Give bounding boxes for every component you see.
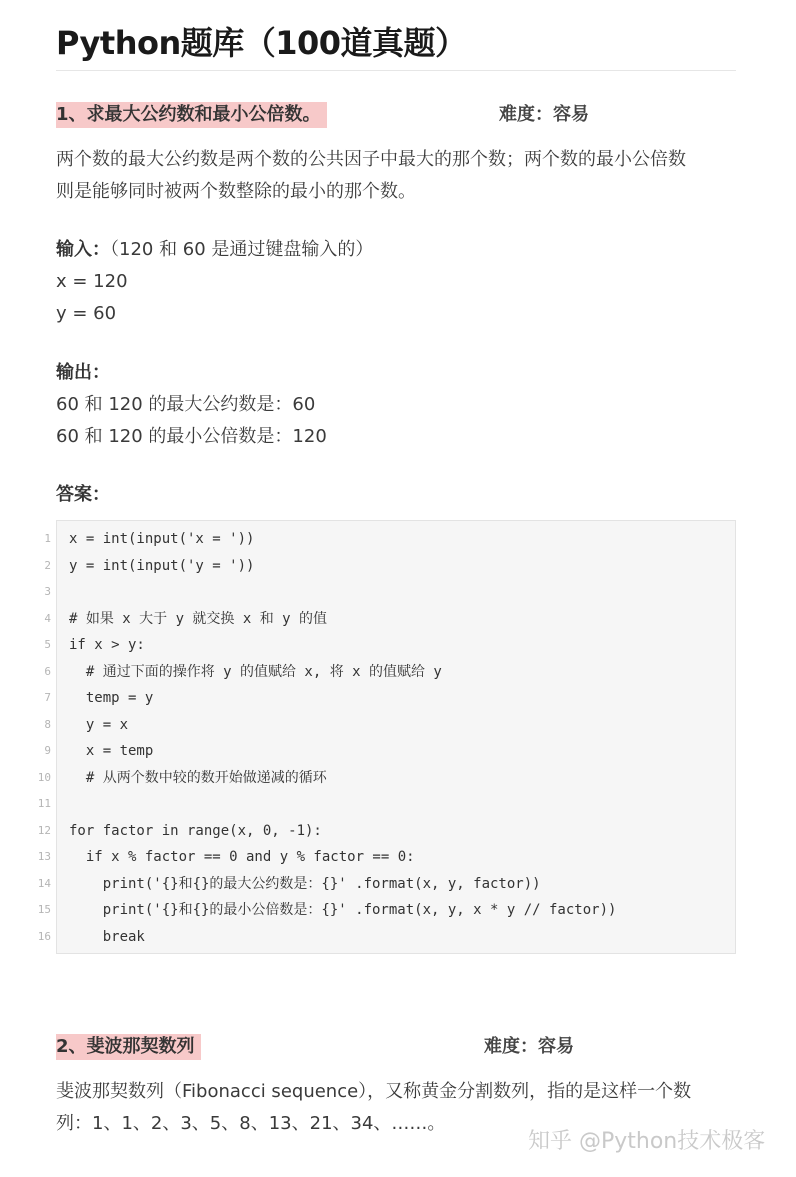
question-2-title: 2、斐波那契数列 xyxy=(56,1034,201,1060)
code-line xyxy=(37,791,735,818)
code-text: for factor in range(x, 0, -1): xyxy=(69,822,322,839)
line-number: 4 xyxy=(44,611,51,625)
line-number: 14 xyxy=(37,876,51,890)
line-number: 11 xyxy=(37,797,51,810)
line-number: 2 xyxy=(44,558,51,572)
code-text: break xyxy=(69,928,145,945)
line-number: 1 xyxy=(44,532,51,545)
question-1-input xyxy=(56,234,736,330)
code-text: if x > y: xyxy=(69,637,145,653)
code-line xyxy=(44,659,735,686)
code-line xyxy=(44,553,735,580)
code-line xyxy=(44,685,735,712)
input-value: y = 60 xyxy=(56,303,117,324)
code-line xyxy=(37,765,735,792)
line-number: 6 xyxy=(44,664,51,678)
code-text: temp = y xyxy=(69,690,154,706)
code-text: x = temp xyxy=(69,743,154,759)
line-number: 8 xyxy=(44,717,51,731)
code-line xyxy=(44,712,735,739)
code-line xyxy=(37,844,735,871)
input-value: x = 120 xyxy=(56,271,128,292)
description-line: 列：1、1、2、3、5、8、13、21、34、……。 xyxy=(56,1113,446,1134)
description-line: 斐波那契数列（Fibonacci sequence），又称黄金分割数列，指的是这样一个数 xyxy=(56,1081,692,1102)
code-line xyxy=(44,606,735,633)
description-line: 两个数的最大公约数是两个数的公共因子中最大的那个数；两个数的最小公倍数 xyxy=(56,149,686,170)
code-line xyxy=(44,579,735,606)
question-1-answer-heading xyxy=(56,479,736,511)
document-title: Python题库（100道真题） xyxy=(56,24,467,62)
code-line xyxy=(37,897,735,924)
code-line xyxy=(44,738,735,765)
output-value: 60 和 120 的最小公倍数是：120 xyxy=(56,426,327,447)
line-number: 13 xyxy=(37,850,51,863)
question-1-difficulty: 难度：容易 xyxy=(499,104,589,125)
line-number: 7 xyxy=(44,691,51,704)
watermark: 知乎 @Python技术极客 xyxy=(528,1129,766,1154)
line-number: 3 xyxy=(44,585,51,598)
output-value: 60 和 120 的最大公约数是：60 xyxy=(56,394,316,415)
code-text: # 从两个数中较的数开始做递减的循环 xyxy=(69,769,327,786)
line-number: 10 xyxy=(37,770,51,784)
input-note: （120 和 60 是通过键盘输入的） xyxy=(110,239,374,260)
line-number: 9 xyxy=(44,744,51,757)
code-text: print('{}和{}的最小公倍数是：{}' .format(x, y, x * y // factor)) xyxy=(69,902,617,918)
question-1-title: 1、求最大公约数和最小公倍数。 xyxy=(56,102,327,128)
input-heading xyxy=(56,234,736,266)
input-label: 输入： xyxy=(56,239,110,260)
output-label: 输出： xyxy=(56,362,110,383)
code-text: # 通过下面的操作将 y 的值赋给 x, 将 x 的值赋给 y xyxy=(69,663,442,680)
code-line xyxy=(37,924,735,951)
title-divider xyxy=(56,70,736,71)
code-text: y = x xyxy=(69,716,129,733)
description-line: 则是能够同时被两个数整除的最小的那个数。 xyxy=(56,181,416,202)
line-number: 15 xyxy=(37,903,51,916)
code-line xyxy=(37,818,735,845)
code-text: print('{}和{}的最大公约数是：{}' .format(x, y, factor)) xyxy=(69,875,541,892)
code-text: y = int(input('y = ')) xyxy=(69,557,255,574)
question-1-output xyxy=(56,357,736,453)
line-number: 5 xyxy=(44,638,51,651)
code-line xyxy=(37,871,735,898)
code-text: # 如果 x 大于 y 就交换 x 和 y 的值 xyxy=(69,610,328,627)
code-line xyxy=(44,526,735,553)
line-number: 16 xyxy=(37,929,51,943)
question-2-heading xyxy=(56,1034,736,1064)
code-line xyxy=(44,632,735,659)
question-2-difficulty: 难度：容易 xyxy=(484,1036,574,1057)
answer-label: 答案： xyxy=(56,484,110,505)
code-block xyxy=(37,520,736,954)
code-text: if x % factor == 0 and y % factor == 0: xyxy=(69,849,415,865)
code-text: x = int(input('x = ')) xyxy=(69,531,255,547)
question-1-description xyxy=(56,144,736,208)
line-number: 12 xyxy=(37,823,51,837)
question-1-heading xyxy=(56,102,736,132)
